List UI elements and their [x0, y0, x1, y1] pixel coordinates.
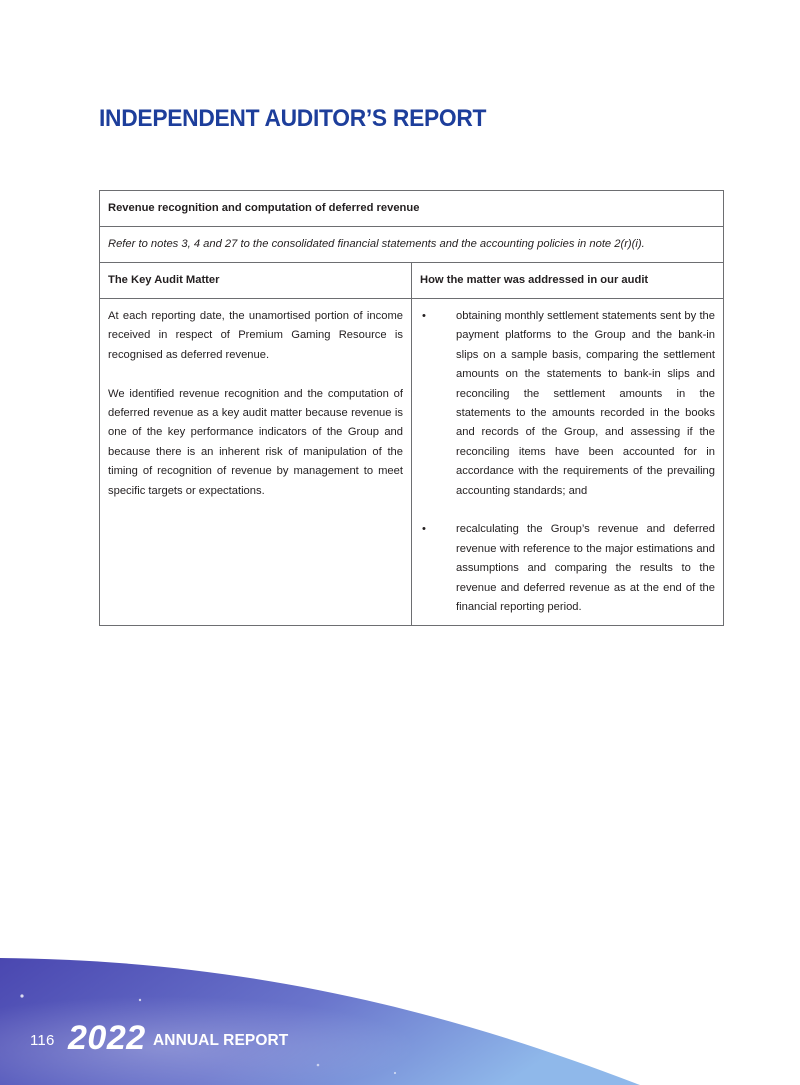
kam-title: Revenue recognition and computation of deferred revenue [100, 191, 724, 227]
procedure-text: recalculating the Group’s revenue and deferred revenue with reference to the major estimations and assumptions and comparing the results to the revenue and deferred revenue as at the end of the financial reporting period. [456, 523, 715, 614]
kam-paragraph: At each reporting date, the unamortised portion of income received in respect of Premium Gaming Resource is recognised as deferred revenue. [108, 310, 403, 361]
procedure-text: obtaining monthly settlement statements sent by the payment platforms to the Group and the bank-in slips on a sample basis, comparing the settlement amounts on the statements to bank-in slips and reconciling the settlement amounts in the statements to the amounts recorded in the books and records of the Group, and assessing if the reconciling items have been accounted for in accordance with the requirements of the prevailing accounting standards; and [456, 310, 715, 497]
column-header-key-audit-matter: The Key Audit Matter [100, 263, 412, 299]
list-item [420, 307, 715, 501]
key-audit-matter-description [100, 299, 412, 626]
page-number: 116 [30, 1032, 55, 1049]
page-title: INDEPENDENT AUDITOR’S REPORT [99, 105, 487, 132]
footer-year: 2022 [68, 1019, 146, 1057]
list-item [420, 520, 715, 617]
kam-paragraph: We identified revenue recognition and the computation of deferred revenue as a key audit matter because revenue is one of the key performance indicators of the Group and because there is an inherent risk of manipulation of the timing of recognition of revenue by management to meet specific targets or expectations. [108, 387, 403, 497]
bullet-icon: • [422, 523, 426, 536]
footer-label: ANNUAL REPORT [153, 1032, 289, 1049]
column-header-how-addressed: How the matter was addressed in our audit [412, 263, 724, 299]
audit-procedure-list [420, 307, 715, 617]
key-audit-matter-table [99, 190, 724, 626]
footer-band [0, 940, 800, 1085]
audit-procedures [412, 299, 724, 626]
bullet-icon: • [422, 310, 426, 322]
kam-reference: Refer to notes 3, 4 and 27 to the consolidated financial statements and the accounting policies in note 2(r)(i). [100, 227, 724, 263]
